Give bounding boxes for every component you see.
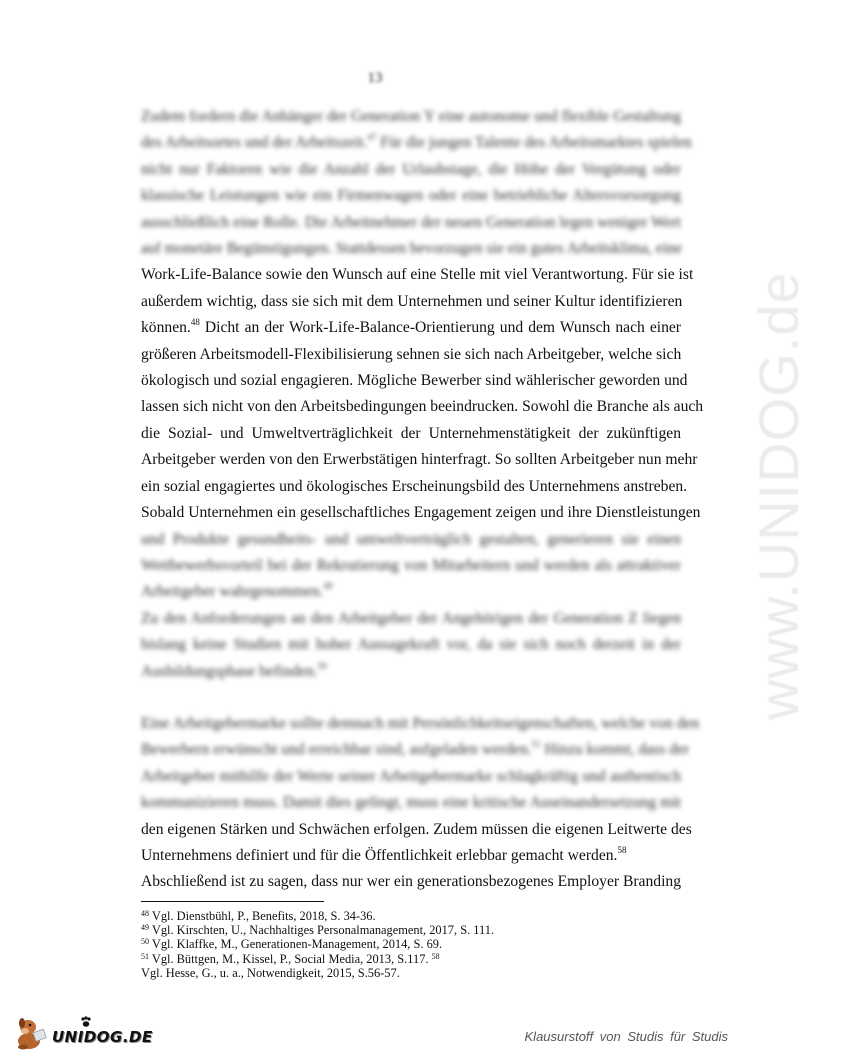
footnote-48: [141, 909, 681, 923]
text-line: Sobald Unternehmen ein gesellschaftliches Engagement zeigen und ihre Dienstleistungen: [141, 504, 701, 522]
footnote-49: [141, 923, 681, 937]
footnote-ref: 47: [367, 132, 377, 143]
text-line: [141, 843, 681, 869]
footnote-number: 49: [141, 923, 149, 933]
text-span: Für die jungen Talente des Arbeitsmarktes spielen: [380, 134, 692, 152]
footnote-58: [141, 966, 681, 980]
text-span: Bewerbern erwünscht und erreichbar sind, aufgeladen werden.: [141, 741, 532, 759]
paragraph-1-clear: [141, 262, 704, 526]
text-line: Zu den Anforderungen an den Arbeitgeber der Angehörigen der Generation Z liegen: [141, 609, 681, 627]
text-line: ausschließlich eine Rolle. Die Arbeitnehmer der neuen Generation legen weniger Wert: [141, 213, 681, 231]
text-line: [141, 315, 681, 341]
text-span: können.: [141, 319, 191, 337]
footnote-ref: 50: [317, 660, 327, 671]
text-line: [141, 130, 692, 156]
text-span: Hinzu kommt, dass der: [544, 741, 690, 759]
text-line: Work-Life-Balance sowie den Wunsch auf eine Stelle mit viel Verantwortung. Für sie ist: [141, 266, 694, 284]
footnote-text: Vgl. Klaffke, M., Generationen-Management, 2014, S. 69.: [151, 937, 443, 952]
footnote-number: 58: [431, 951, 440, 961]
text-line: nicht nur Faktoren wie die Anzahl der Urlaubstage, die Höhe der Vergütung oder: [141, 160, 681, 178]
footer-tagline: Klausurstoff von Studis für Studis: [524, 1029, 728, 1044]
text-line: bislang keine Studien mit hoher Aussagekraft vor, da sie sich noch derzeit in der: [141, 636, 681, 654]
document-body: [141, 104, 704, 896]
text-line: Wettbewerbsvorteil bei der Rekrutierung von Mitarbeitern und werden als attraktiver: [141, 556, 681, 574]
footnote-text: Vgl. Kirschten, U., Nachhaltiges Personalmanagement, 2017, S. 111.: [151, 923, 495, 938]
text-line: lassen sich nicht von den Arbeitsbedingungen beeindrucken. Sowohl die Branche als auch: [141, 398, 704, 416]
text-line: den eigenen Stärken und Schwächen erfolgen. Zudem müssen die eigenen Leitwerte des: [141, 820, 692, 838]
text-line: Eine Arbeitgebermarke sollte demnach mit Persönlichkeitseigenschaften, welche von den: [141, 714, 700, 732]
paragraph-1-blurred: [141, 104, 692, 262]
text-span: Unternehmens definiert und für die Öffentlichkeit erlebbar gemacht werden.: [141, 846, 618, 864]
footnote-50: [141, 937, 681, 951]
page-number: 13: [367, 70, 383, 86]
footnote-ref: 58: [617, 844, 627, 855]
text-line: Abschließend ist zu sagen, dass nur wer ein generationsbezogenes Employer Branding: [141, 873, 681, 891]
text-line: auf monetäre Begünstigungen. Stattdessen bevorzugen sie ein gutes Arbeitsklima, eine: [141, 240, 682, 258]
text-line: [141, 737, 690, 763]
unidog-logo[interactable]: [14, 1013, 154, 1051]
text-line: ein sozial engagiertes und ökologisches Erscheinungsbild des Unternehmens anstreben.: [141, 477, 688, 495]
paragraph-1-blurred-end: [141, 527, 681, 606]
dog-icon: [14, 1014, 48, 1050]
text-line: Arbeitgeber werden von den Erwerbstätigen hinterfragt. So sollten Arbeitgeber nun mehr: [141, 451, 698, 469]
text-line: und Produkte gesundheits- und umweltverträglich gestalten, generieren sie einen: [141, 530, 681, 548]
footnote-text: Vgl. Büttgen, M., Kissel, P., Social Media, 2013, S.117.: [151, 951, 429, 966]
footnote-ref: 48: [190, 317, 200, 328]
text-line: ökologisch und sozial engagieren. Mögliche Bewerber sind wählerischer geworden und: [141, 372, 688, 390]
footnote-text: Vgl. Dienstbühl, P., Benefits, 2018, S. 34-36.: [151, 909, 376, 923]
footnote-number: 50: [141, 937, 149, 947]
paragraph-3-clear: [141, 817, 692, 896]
footnote-number: 51: [141, 951, 149, 961]
text-line: [141, 659, 681, 685]
text-line: Arbeitgeber mithilfe der Werte seiner Arbeitgebermarke schlagkräftig und authentisch: [141, 767, 681, 785]
text-line: größeren Arbeitsmodell-Flexibilisierung sehnen sie sich nach Arbeitgeber, welche sich: [141, 345, 682, 363]
text-span: Dicht an der Work-Life-Balance-Orientierung und dem Wunsch nach einer: [204, 319, 682, 337]
text-line: Zudem fordern die Anhänger der Generation Y eine autonome und flexible Gestaltung: [141, 108, 681, 125]
paragraph-2-blurred: [141, 606, 681, 685]
footnote-text: Vgl. Hesse, G., u. a., Notwendigkeit, 2015, S.56-57.: [141, 965, 400, 980]
text-span: des Arbeitsortes und der Arbeitszeit.: [141, 134, 368, 152]
text-line: kommunizieren muss. Damit dies gelingt, muss eine kritische Auseinandersetzung mit: [141, 794, 681, 812]
logo-label: UNIDOG.DE: [52, 1028, 153, 1046]
text-span: Ausbildungsphase befinden.: [141, 662, 318, 680]
footnotes: [141, 909, 681, 980]
footnote-separator: [141, 901, 324, 902]
footnote-ref: 51: [531, 739, 541, 750]
footnote-ref: 49: [323, 581, 333, 592]
text-line: die Sozial- und Umweltverträglichkeit der Unternehmenstätigkeit der zukünftigen: [141, 424, 681, 442]
paragraph-gap: [141, 685, 681, 711]
text-line: klassische Leistungen wie ein Firmenwagen oder eine betriebliche Altersvorsorgung: [141, 187, 681, 205]
footnote-51: [141, 952, 681, 966]
footnote-number: 48: [141, 909, 149, 918]
text-span: Arbeitgeber wahrgenommen.: [141, 583, 324, 601]
text-line: [141, 579, 681, 605]
paw-icon: [80, 1016, 92, 1028]
paragraph-3-blurred: [141, 711, 700, 817]
logo-text: [52, 1028, 153, 1046]
watermark: www.UNIDOG.de: [747, 271, 810, 720]
text-line: außerdem wichtig, dass sie sich mit dem Unternehmen und seiner Kultur identifizieren: [141, 292, 683, 310]
